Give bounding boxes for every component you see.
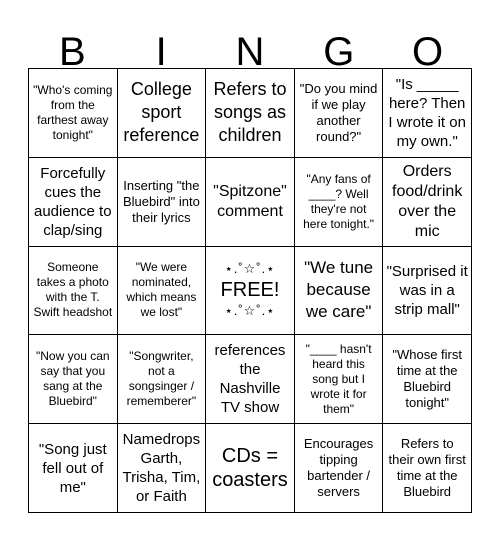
bingo-cell[interactable] xyxy=(383,335,472,424)
free-space-cell[interactable] xyxy=(206,247,295,336)
free-decoration-top: ⋆.˚☆˚.⋆ xyxy=(224,261,276,277)
cell-text: "____ hasn't heard this song but I wrote it for them" xyxy=(305,341,372,416)
cell-text: "Who's coming from the farthest away tonight" xyxy=(33,82,113,142)
bingo-cell[interactable] xyxy=(383,69,472,158)
cell-text: "Songwriter, not a songsinger / rememberer" xyxy=(126,349,197,409)
bingo-cell[interactable] xyxy=(206,424,295,513)
cell-text: "Whose first time at the Bluebird tonight" xyxy=(392,347,462,411)
header-letter-n: N xyxy=(235,30,265,74)
cell-text: Refers to their own first time at the Bluebird xyxy=(388,436,466,500)
bingo-cell[interactable] xyxy=(295,69,384,158)
bingo-cell[interactable] xyxy=(29,424,118,513)
header-letter-o: O xyxy=(412,30,444,74)
cell-text: "We were nominated, which means we lost" xyxy=(126,260,197,320)
bingo-cell[interactable] xyxy=(29,247,118,336)
bingo-cell[interactable] xyxy=(118,335,207,424)
free-decoration-bottom: ⋆.˚☆˚.⋆ xyxy=(224,303,276,319)
bingo-cell[interactable] xyxy=(29,69,118,158)
bingo-cell[interactable] xyxy=(295,158,384,247)
cell-text: "Do you mind if we play another round?" xyxy=(299,80,378,144)
bingo-cell[interactable] xyxy=(295,335,384,424)
cell-text: "Is _____ here? Then I wrote it on my own." xyxy=(388,75,466,150)
cell-text: Orders food/drink over the mic xyxy=(392,162,463,240)
cell-text: Someone takes a photo with the T. Swift headshot xyxy=(33,260,113,320)
bingo-cell[interactable] xyxy=(118,247,207,336)
bingo-cell[interactable] xyxy=(206,158,295,247)
header-letter-i: I xyxy=(155,30,167,74)
bingo-cell[interactable] xyxy=(206,69,295,158)
cell-text: Encourages tipping bartender / servers xyxy=(303,436,374,500)
cell-text: Refers to songs as children xyxy=(213,79,287,146)
cell-text: CDs = coasters xyxy=(212,445,288,492)
bingo-cell[interactable] xyxy=(295,424,384,513)
cell-text: Forcefully cues the audience to clap/sing xyxy=(34,164,112,239)
bingo-cell[interactable] xyxy=(118,69,207,158)
cell-text: "Any fans of ____? Well they're not here tonight." xyxy=(303,171,375,231)
bingo-cell[interactable] xyxy=(206,335,295,424)
cell-text: "Surprised it was in a strip mall" xyxy=(386,262,468,318)
bingo-cell[interactable] xyxy=(29,158,118,247)
bingo-cell[interactable] xyxy=(295,247,384,336)
cell-text: College sport reference xyxy=(123,79,200,146)
bingo-cell[interactable] xyxy=(118,158,207,247)
cell-text: Inserting "the Bluebird" into their lyrics xyxy=(122,177,200,225)
free-space-label: FREE! xyxy=(220,279,280,302)
bingo-cell[interactable] xyxy=(383,424,472,513)
bingo-cell[interactable] xyxy=(383,247,472,336)
bingo-cell[interactable] xyxy=(383,158,472,247)
cell-text: "Spitzone" comment xyxy=(213,182,287,220)
bingo-board xyxy=(28,68,472,513)
cell-text: references the Nashville TV show xyxy=(214,342,286,417)
bingo-cell[interactable] xyxy=(29,335,118,424)
cell-text: "Song just fell out of me" xyxy=(38,440,107,496)
cell-text: "Now you can say that you sang at the Bluebird" xyxy=(35,349,110,409)
bingo-cell[interactable] xyxy=(118,424,207,513)
cell-text: Namedrops Garth, Trisha, Tim, or Faith xyxy=(122,431,201,506)
header-letter-b: B xyxy=(59,30,86,74)
header-letter-g: G xyxy=(323,30,355,74)
cell-text: "We tune because we care" xyxy=(304,258,374,322)
